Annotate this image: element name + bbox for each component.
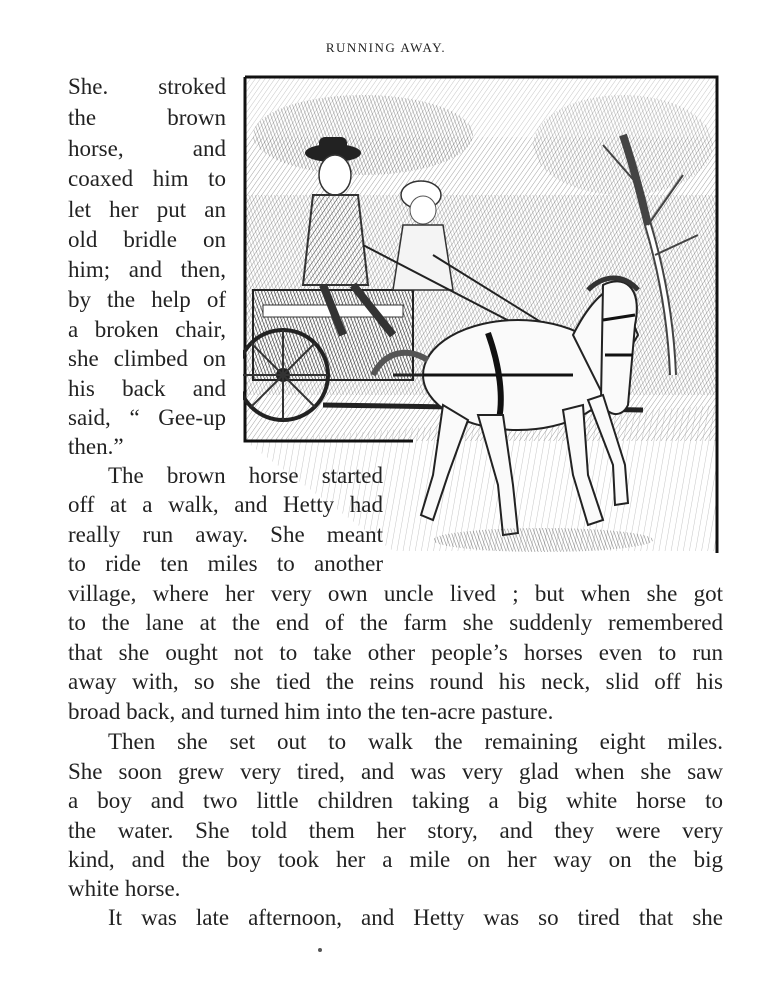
text-line-3: horse, and bbox=[68, 136, 226, 161]
text-line-2: the brown bbox=[68, 105, 226, 130]
text-line-13: then.” bbox=[68, 434, 124, 459]
text-line-17: to ride ten miles to another bbox=[68, 551, 383, 576]
text-line-8: by the help of bbox=[68, 287, 226, 312]
text-line-20: that she ought not to take other people’s horses even to run bbox=[68, 640, 723, 665]
page-mark bbox=[318, 948, 322, 952]
running-header: RUNNING AWAY. bbox=[325, 40, 447, 55]
text-line-12: said, “ Gee-up bbox=[68, 405, 226, 430]
text-line-21: away with, so she tied the reins round his neck, slid off his bbox=[68, 669, 723, 694]
text-line-14: The brown horse started bbox=[108, 463, 383, 488]
text-line-24: She soon grew very tired, and was very glad when she saw bbox=[68, 759, 723, 784]
text-line-4: coaxed him to bbox=[68, 166, 226, 191]
text-line-26: the water. She told them her story, and they were very bbox=[68, 818, 723, 843]
text-line-19: to the lane at the end of the farm she suddenly remembered bbox=[68, 610, 723, 635]
text-line-10: she climbed on bbox=[68, 346, 226, 371]
text-line-6: old bridle on bbox=[68, 227, 226, 252]
text-line-9: a broken chair, bbox=[68, 317, 226, 342]
text-line-18: village, where her very own uncle lived ; but when she got bbox=[68, 581, 723, 606]
text-line-22: broad back, and turned him into the ten-acre pasture. bbox=[68, 699, 554, 724]
text-line-15: off at a walk, and Hetty had bbox=[68, 492, 383, 517]
text-line-16: really run away. She meant bbox=[68, 522, 383, 547]
text-line-29: It was late afternoon, and Hetty was so tired that she bbox=[108, 905, 723, 930]
text-line-27: kind, and the boy took her a mile on her way on the big bbox=[68, 847, 723, 872]
text-line-1: She. stroked bbox=[68, 74, 226, 99]
text-line-28: white horse. bbox=[68, 876, 181, 901]
text-line-25: a boy and two little children taking a big white horse to bbox=[68, 788, 723, 813]
text-line-11: his back and bbox=[68, 376, 226, 401]
text-line-23: Then she set out to walk the remaining eight miles. bbox=[108, 729, 723, 754]
text-line-5: let her put an bbox=[68, 197, 226, 222]
text-line-7: him; and then, bbox=[68, 257, 226, 282]
